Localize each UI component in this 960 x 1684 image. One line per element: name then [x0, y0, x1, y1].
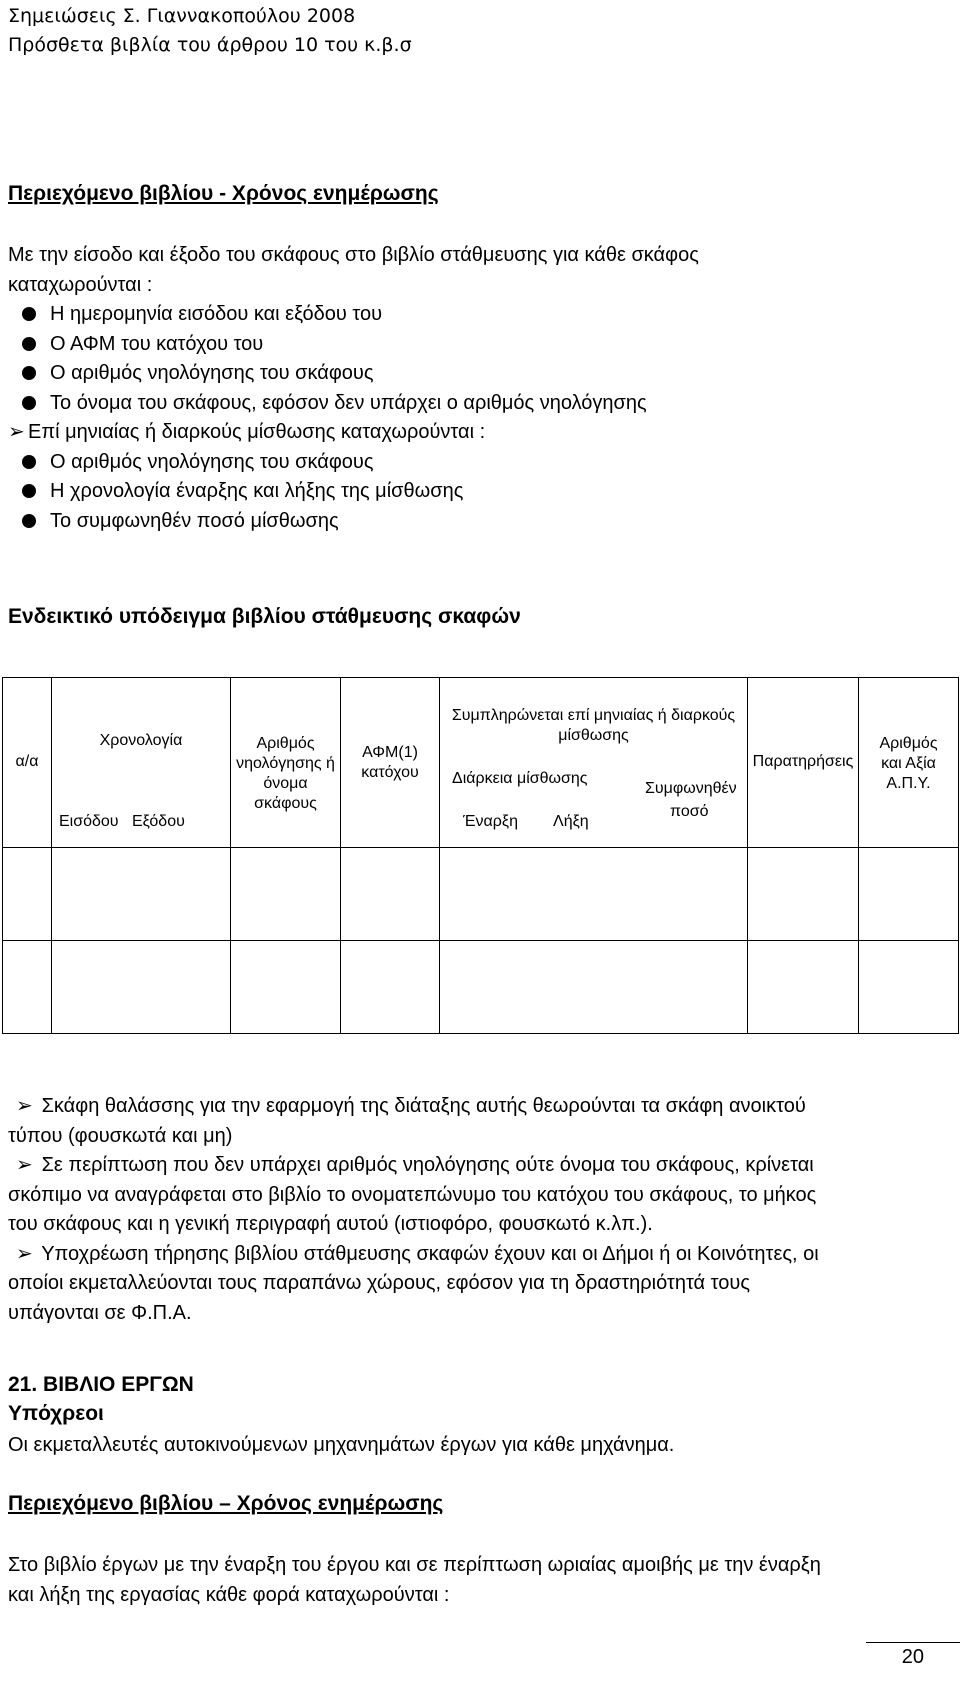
- page-header: [8, 2, 412, 60]
- bullet-item: Ο ΑΦΜ του κατόχου του: [8, 330, 699, 360]
- intro-line-1: Με την είσοδο και έξοδο του σκάφους στο βιβλίο στάθμευσης για κάθε σκάφος: [8, 244, 699, 266]
- intro-paragraph: [8, 241, 699, 536]
- obligated-text: Οι εκμεταλλευτές αυτοκινούμενων μηχανημάτων έργων για κάθε μηχάνημα.: [8, 1434, 675, 1456]
- bullet-item: Ο αριθμός νηολόγησης του σκάφους: [8, 448, 699, 478]
- section-title-works-book: 21. ΒΙΒΛΙΟ ΕΡΓΩΝ: [8, 1373, 194, 1396]
- intro-line-2: καταχωρούνται :: [8, 273, 153, 296]
- note-item: ➢ Σε περίπτωση που δεν υπάρχει αριθμός νηολόγησης ούτε όνομα του σκάφους, κρίνεται: [8, 1151, 953, 1181]
- table-row: [3, 848, 959, 941]
- arrow-item: ➢ Επί μηνιαίας ή διαρκούς μίσθωσης καταχωρούνται :: [8, 418, 699, 448]
- table-row: [3, 941, 959, 1034]
- note-item: ➢ Υποχρέωση τήρησης βιβλίου στάθμευσης σκαφών έχουν και οι Δήμοι ή οι Κοινότητες, οι: [8, 1240, 953, 1270]
- bullet-item: Το συμφωνηθέν ποσό μίσθωσης: [8, 507, 699, 537]
- section-heading-content-2: Περιεχόμενο βιβλίου – Χρόνος ενημέρωσης: [8, 1492, 444, 1515]
- bullet-icon: [22, 484, 36, 498]
- footer-divider: [866, 1642, 960, 1643]
- bullet-icon: [22, 337, 36, 351]
- note-line: υπάγονται σε Φ.Π.Α.: [8, 1301, 192, 1324]
- arrow-bullet-icon: ➢: [16, 1154, 33, 1176]
- col-remarks: Παρατηρήσεις: [748, 678, 859, 848]
- col-afm: ΑΦΜ(1) κατόχου: [341, 678, 440, 848]
- page-number: 20: [901, 1646, 924, 1668]
- header-line-2: Πρόσθετα βιβλία του άρθρου 10 του κ.β.σ: [8, 34, 412, 56]
- bullet-icon: [22, 366, 36, 380]
- arrow-bullet-icon: ➢: [16, 1242, 33, 1265]
- arrow-bullet-icon: ➢: [16, 1095, 33, 1117]
- note-item: ➢ Σκάφη θαλάσσης για την εφαρμογή της διάταξης αυτής θεωρούνται τα σκάφη ανοικτού: [8, 1092, 953, 1122]
- paragraph-line: Στο βιβλίο έργων με την έναρξη του έργου και σε περίπτωση ωριαίας αμοιβής με την έναρξη: [8, 1554, 821, 1576]
- col-receipt: Αριθμός και Αξία Α.Π.Υ.: [859, 678, 959, 848]
- col-registration: Αριθμός νηολόγησης ή όνομα σκάφους: [231, 678, 341, 848]
- section-heading-content: Περιεχόμενο βιβλίου - Χρόνος ενημέρωσης: [8, 182, 439, 205]
- header-line-1: Σημειώσεις Σ. Γιαννακοπούλου 2008: [8, 5, 356, 27]
- parking-book-table: [2, 677, 959, 1034]
- note-line: σκόπιμο να αναγράφεται στο βιβλίο το ονοματεπώνυμο του κατόχου του σκάφους, το μήκος: [8, 1183, 817, 1206]
- paragraph-line: και λήξη της εργασίας κάθε φορά καταχωρούνται :: [8, 1583, 450, 1606]
- note-line: τύπου (φουσκωτά και μη): [8, 1124, 233, 1147]
- bullet-icon: [22, 307, 36, 321]
- bullet-item: Το όνομα του σκάφους, εφόσον δεν υπάρχει ο αριθμός νηολόγησης: [8, 389, 699, 419]
- notes-list: [8, 1092, 953, 1328]
- bullet-item: Ο αριθμός νηολόγησης του σκάφους: [8, 359, 699, 389]
- bullet-icon: [22, 514, 36, 528]
- bullet-icon: [22, 396, 36, 410]
- col-aa: α/α: [3, 678, 52, 848]
- subtitle-obligated: Υπόχρεοι: [8, 1402, 104, 1425]
- note-line: οποίοι εκμεταλλεύονται τους παραπάνω χώρους, εφόσον για τη δραστηριότητά τους: [8, 1272, 750, 1294]
- bullet-icon: [22, 455, 36, 469]
- arrow-bullet-icon: ➢: [8, 421, 25, 443]
- section-heading-sample: Ενδεικτικό υπόδειγμα βιβλίου στάθμευσης σκαφών: [8, 605, 521, 628]
- bullet-item: Η χρονολογία έναρξης και λήξης της μίσθωσης: [8, 477, 699, 507]
- col-lease: Συμπληρώνεται επί μηνιαίας ή διαρκούς μίσθωσης Διάρκεια μίσθωσης Έναρξη Λήξη Συμφωνηθέν ποσό: [440, 678, 748, 848]
- bullet-item: Η ημερομηνία εισόδου και εξόδου του: [8, 300, 699, 330]
- works-paragraph: [8, 1551, 821, 1610]
- col-date: Χρονολογία Εισόδου Εξόδου: [52, 678, 231, 848]
- note-line: του σκάφους και η γενική περιγραφή αυτού (ιστιοφόρο, φουσκωτό κ.λπ.).: [8, 1213, 653, 1235]
